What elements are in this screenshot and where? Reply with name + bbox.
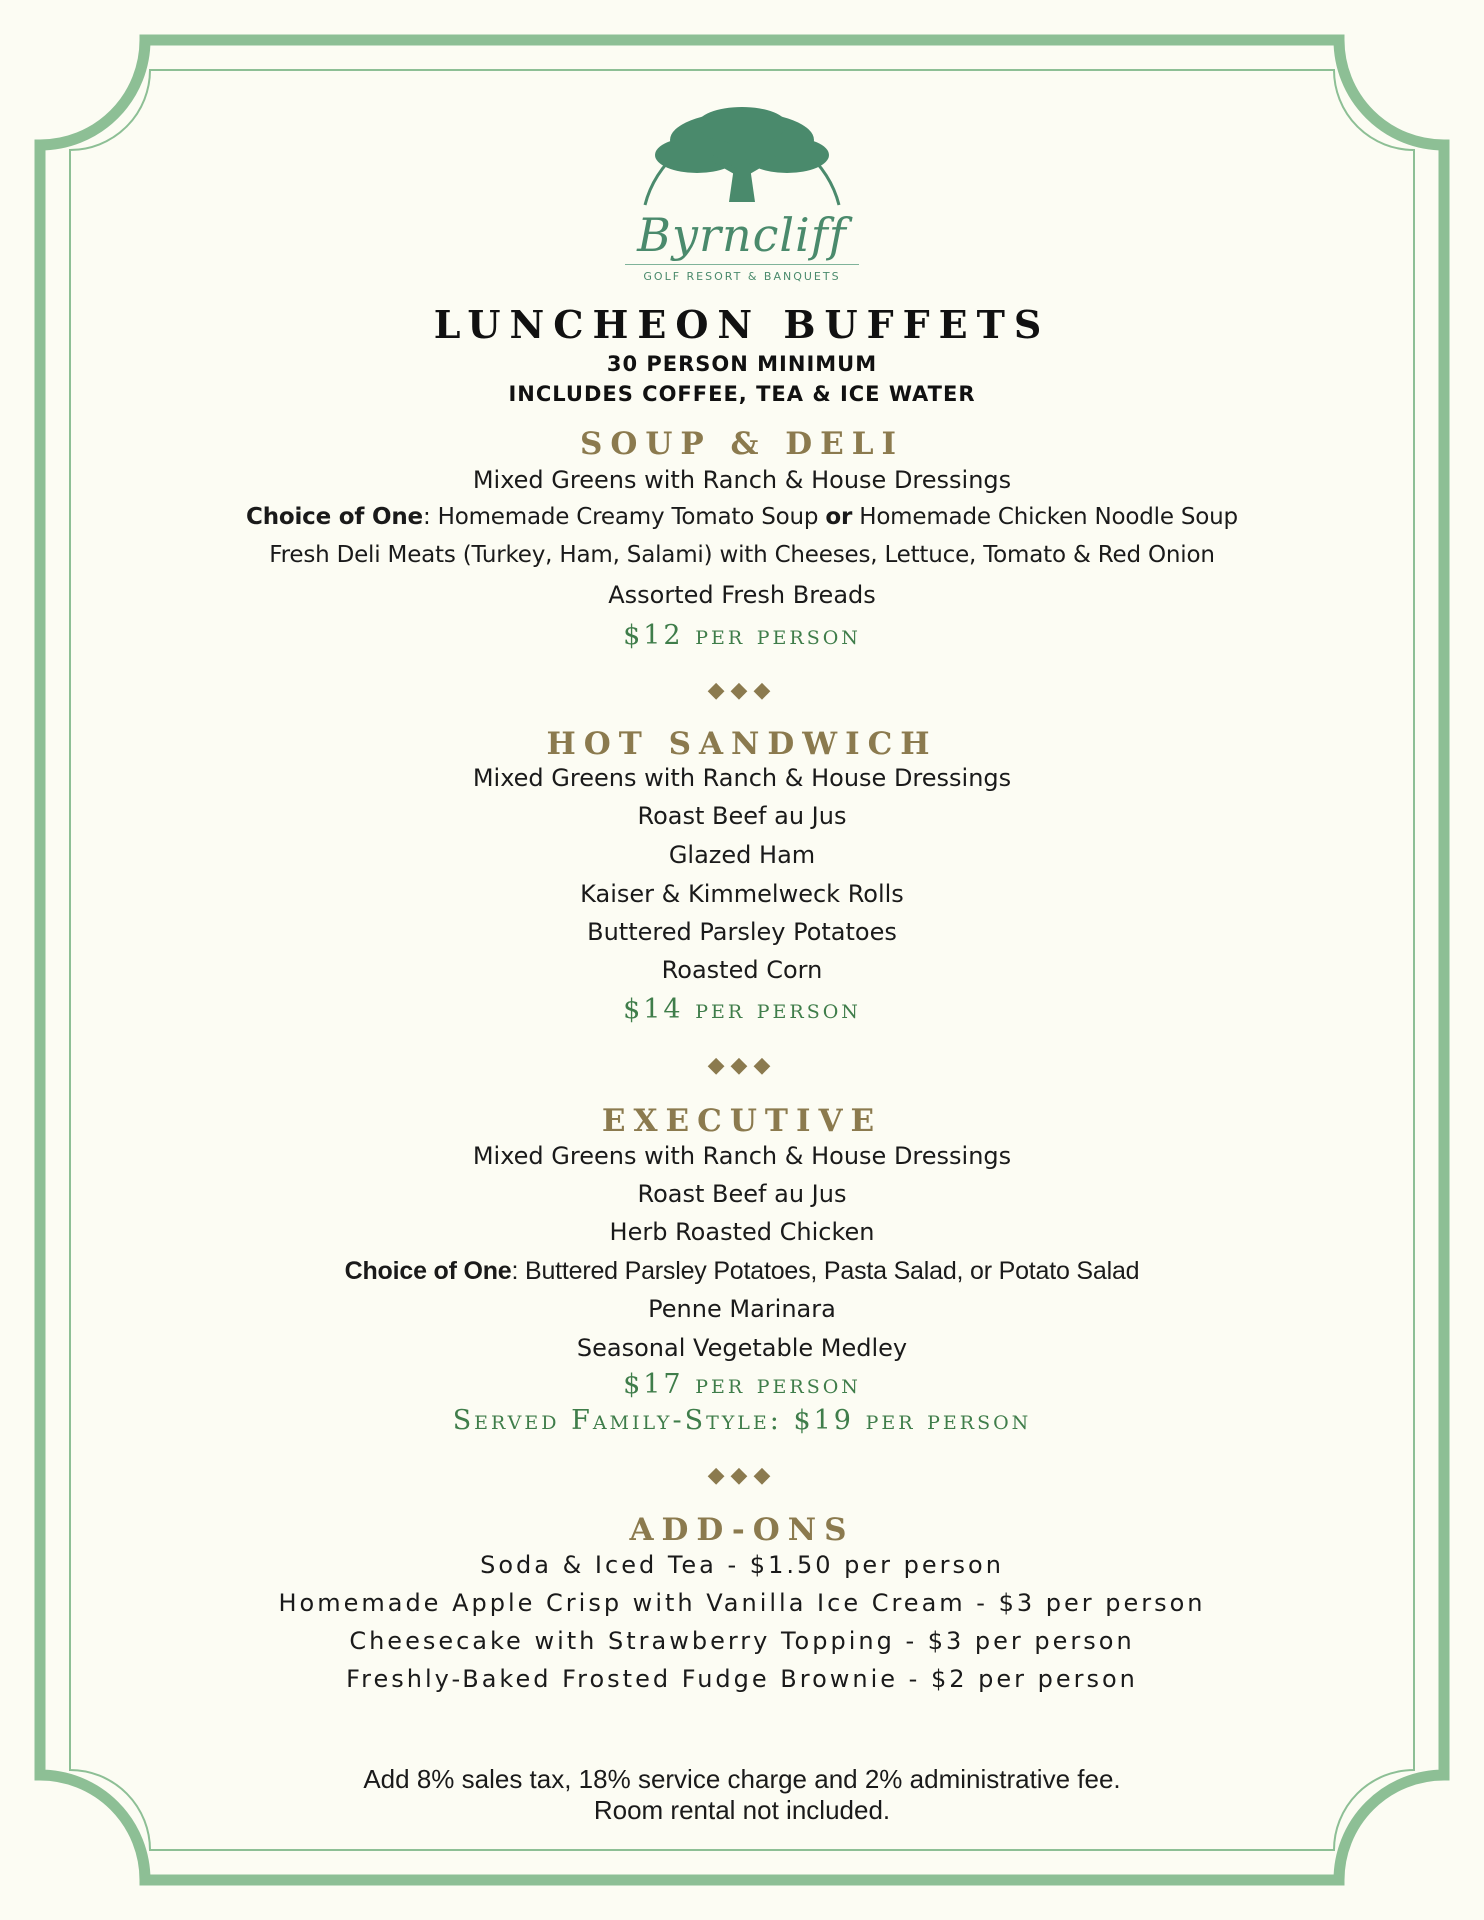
minimum-note: 30 PERSON MINIMUM xyxy=(606,352,878,376)
add-on-item: Freshly-Baked Frosted Fudge Brownie - $2 per person xyxy=(346,1665,1138,1693)
add-on-item: Cheesecake with Strawberry Topping - $3 per person xyxy=(349,1627,1135,1655)
price-executive-family-style: Served Family-Style: $19 per person xyxy=(452,1405,1032,1436)
menu-item: Assorted Fresh Breads xyxy=(608,581,876,609)
menu-item: Mixed Greens with Ranch & House Dressings xyxy=(472,1142,1012,1170)
menu-item-choice xyxy=(0,504,1484,530)
choice-option-a: : Homemade Creamy Tomato Soup xyxy=(422,504,826,530)
menu-item: Buttered Parsley Potatoes xyxy=(587,918,897,946)
section-heading-soup-deli: SOUP & DELI xyxy=(579,426,905,462)
includes-note: INCLUDES COFFEE, TEA & ICE WATER xyxy=(508,382,976,406)
menu-item: Herb Roasted Chicken xyxy=(609,1218,875,1246)
resort-logo xyxy=(617,80,867,290)
section-heading-add-ons: ADD-ONS xyxy=(629,1512,855,1548)
tax-note: Add 8% sales tax, 18% service charge and 2% administrative fee. xyxy=(363,1764,1121,1794)
diamond-divider: ◆◆◆ xyxy=(707,1463,777,1488)
rental-note: Room rental not included. xyxy=(593,1795,891,1825)
add-on-item: Homemade Apple Crisp with Vanilla Ice Cream - $3 per person xyxy=(278,1589,1206,1617)
logo-tagline: GOLF RESORT & BANQUETS xyxy=(643,270,841,283)
price-hot-sandwich: $14 per person xyxy=(623,994,861,1025)
menu-item-choice xyxy=(0,1257,1484,1286)
page-title: LUNCHEON BUFFETS xyxy=(433,302,1051,347)
diamond-divider: ◆◆◆ xyxy=(707,1053,777,1078)
oak-tree-icon xyxy=(617,80,867,210)
menu-item: Mixed Greens with Ranch & House Dressings xyxy=(472,764,1012,792)
menu-item: Roast Beef au Jus xyxy=(637,1180,847,1208)
price-executive: $17 per person xyxy=(623,1369,861,1400)
choice-label: Choice of One xyxy=(246,504,423,530)
diamond-divider: ◆◆◆ xyxy=(707,678,777,703)
menu-item: Mixed Greens with Ranch & House Dressings xyxy=(472,466,1012,494)
menu-item: Roasted Corn xyxy=(661,956,823,984)
choice-options: : Buttered Parsley Potatoes, Pasta Salad, or Potato Salad xyxy=(511,1257,1140,1285)
choice-option-b: Homemade Chicken Noodle Soup xyxy=(852,504,1238,530)
menu-item: Kaiser & Kimmelweck Rolls xyxy=(580,880,904,908)
menu-item: Fresh Deli Meats (Turkey, Ham, Salami) with Cheeses, Lettuce, Tomato & Red Onion xyxy=(269,542,1215,568)
price-soup-deli: $12 per person xyxy=(623,620,861,651)
logo-divider xyxy=(625,264,859,265)
menu-item: Roast Beef au Jus xyxy=(637,802,847,830)
section-heading-executive: EXECUTIVE xyxy=(601,1103,883,1139)
add-on-item: Soda & Iced Tea - $1.50 per person xyxy=(480,1551,1004,1579)
logo-name: Byrncliff xyxy=(637,208,847,262)
menu-item: Penne Marinara xyxy=(648,1295,836,1323)
menu-item: Seasonal Vegetable Medley xyxy=(576,1334,908,1362)
choice-or: or xyxy=(825,504,853,530)
choice-label: Choice of One xyxy=(344,1257,512,1285)
section-heading-hot-sandwich: HOT SANDWICH xyxy=(546,726,938,762)
menu-item: Glazed Ham xyxy=(668,841,816,869)
